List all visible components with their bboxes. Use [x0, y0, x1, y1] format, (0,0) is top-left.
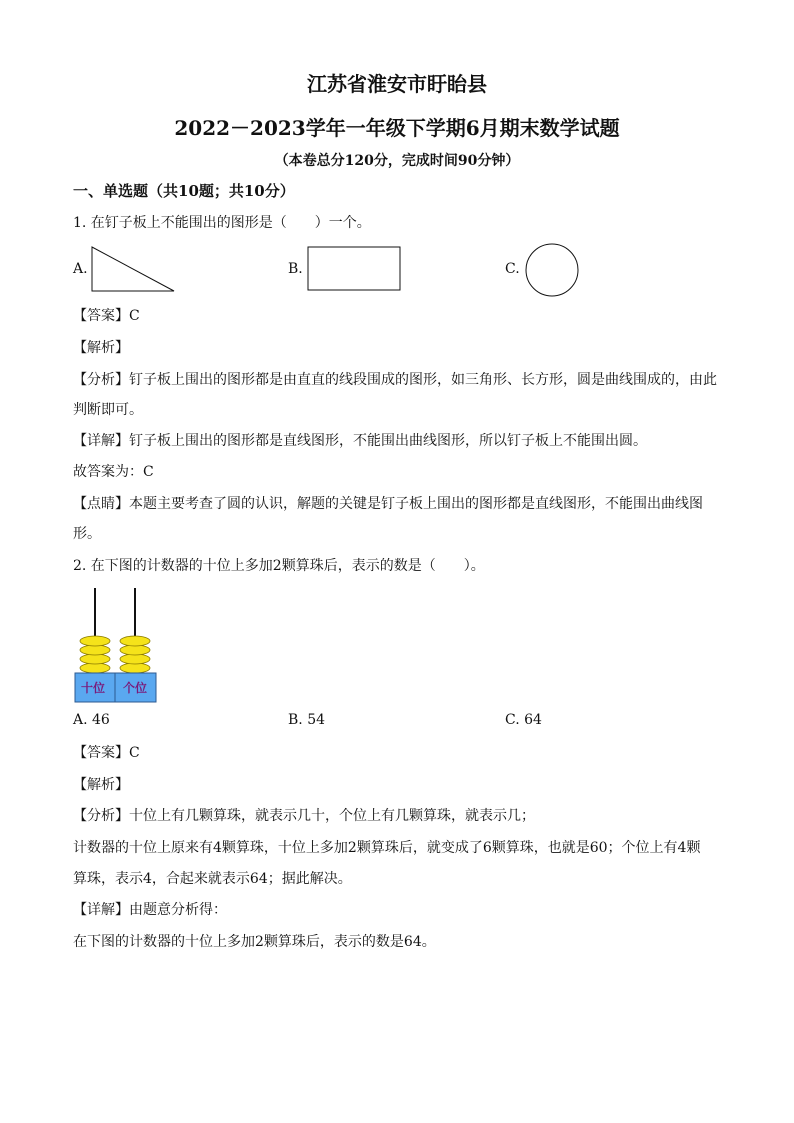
q1-answer: 【答案】C — [73, 308, 140, 324]
q2-detail-line2: 在下图的计数器的十位上多加2颗算珠后，表示的数是64。 — [73, 934, 436, 950]
q1-comment-line2: 形。 — [73, 526, 101, 542]
q2-option-a: A. 46 — [73, 712, 110, 728]
section-heading: 一、单选题（共10题；共10分） — [73, 182, 295, 200]
q1-analysis-line1: 【分析】钉子板上围出的图形都是由直直的线段围成的图形，如三角形、长方形，圆是曲线围成的，由此 — [73, 372, 717, 388]
q1-analysis-tag: 【解析】 — [73, 340, 129, 356]
abacus-tens-bead — [80, 636, 110, 646]
q1-stem: 1. 在钉子板上不能围出的图形是（ ）一个。 — [73, 215, 371, 231]
q1-comment-line1: 【点睛】本题主要考查了圆的认识，解题的关键是钉子板上围出的图形都是直线图形，不能围出曲线图 — [73, 496, 703, 512]
q1-option-b-label: B. — [288, 261, 303, 277]
q2-analysis-line1: 【分析】十位上有几颗算珠，就表示几十，个位上有几颗算珠，就表示几； — [73, 808, 535, 824]
q2-answer: 【答案】C — [73, 745, 140, 761]
abacus-ones-bead — [120, 645, 150, 655]
abacus-tens-label: 十位 — [80, 681, 106, 695]
abacus-counter — [73, 586, 161, 706]
abacus-ones-bead — [120, 636, 150, 646]
q1-option-c-label: C. — [505, 261, 520, 277]
q2-analysis-line2: 计数器的十位上原来有4颗算珠，十位上多加2颗算珠后，就变成了6颗算珠，也就是60；个位上有4颗 — [73, 840, 701, 856]
q2-stem: 2. 在下图的计数器的十位上多加2颗算珠后，表示的数是（ ）。 — [73, 558, 485, 574]
exam-title: 2022－2023学年一年级下学期6月期末数学试题 — [174, 116, 620, 140]
q1-option-b-rectangle — [306, 246, 402, 292]
abacus-tens-bead — [80, 654, 110, 664]
q1-conclusion: 故答案为：C — [73, 464, 154, 480]
q1-option-a-triangle — [88, 245, 178, 295]
abacus-tens-bead — [80, 663, 110, 673]
exam-region-title: 江苏省淮安市盱眙县 — [307, 72, 487, 96]
q2-analysis-tag: 【解析】 — [73, 777, 129, 793]
q1-option-c-circle — [523, 241, 583, 301]
abacus-ones-bead — [120, 663, 150, 673]
q1-analysis-line2: 判断即可。 — [73, 402, 143, 418]
q2-option-b: B. 54 — [288, 712, 326, 728]
abacus-ones-label: 个位 — [122, 681, 148, 695]
exam-info: （本卷总分120分，完成时间90分钟） — [274, 153, 520, 169]
q2-detail-line1: 【详解】由题意分析得： — [73, 902, 227, 918]
q2-analysis-line3: 算珠，表示4，合起来就表示64；据此解决。 — [73, 871, 352, 887]
abacus-tens-bead — [80, 645, 110, 655]
q2-option-c: C. 64 — [505, 712, 542, 728]
q1-detail: 【详解】钉子板上围出的图形都是直线图形，不能围出曲线图形，所以钉子板上不能围出圆。 — [73, 433, 647, 449]
q1-option-a-label: A. — [73, 261, 88, 277]
abacus-ones-bead — [120, 654, 150, 664]
